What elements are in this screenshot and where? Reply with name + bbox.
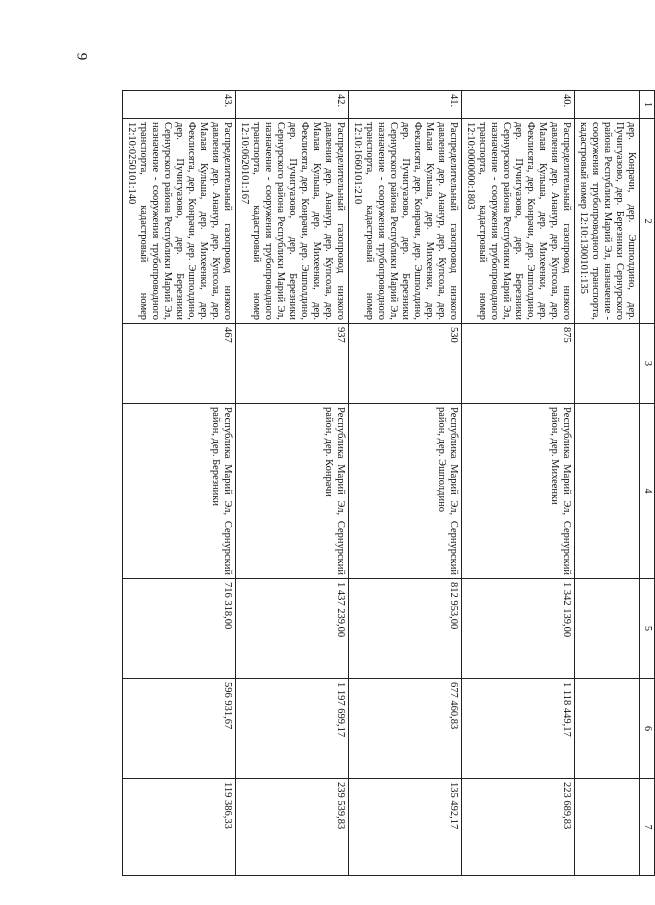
- header-col-5: 5: [640, 579, 655, 679]
- row-cost: 1 437 239,00: [236, 579, 349, 679]
- page-number: 9: [73, 52, 90, 61]
- row-location: Республика Марий Эл, Сернурский район, дер. Михеенки: [462, 404, 575, 579]
- row-depreciation: 596 931,67: [123, 679, 236, 779]
- row-location: Республика Марий Эл, Сернурский район, дер. Конрачи: [236, 404, 349, 579]
- table-row-continuation: [575, 91, 640, 876]
- row-number: 42.: [236, 91, 349, 119]
- row-location: Республика Марий Эл, Сернурский район, дер. Эшполдино: [349, 404, 462, 579]
- table-row: [123, 91, 236, 876]
- row-description: Распределительный газопровод низкого давления дер. Ананур, дер. Купсола, дер. Малая Кульша, дер. Михеенки, дер. Феклисята, дер. Конрачи, дер. Эшполдино, дер. Пучигуазово, дер. Березники Сернурского района Республики Марий Эл, назначение - сооружения трубопроводного транспорта, кадастровый номер 12:10:1660101:210: [349, 119, 462, 324]
- table-row: [349, 91, 462, 876]
- row-number: 43.: [123, 91, 236, 119]
- row-length: 467: [123, 324, 236, 404]
- table-row: [462, 91, 575, 876]
- header-row: [640, 91, 655, 876]
- row-depreciation: 1 197 699,17: [236, 679, 349, 779]
- table-row: [236, 91, 349, 876]
- row-description: дер. Конрачи, дер. Эшполдино, дер. Пучигуазово, дер. Березники Сернурского района Республики Марий Эл, назначение - сооружения трубопроводного транспорта, кадастровый номер 12:10:1300101:135: [575, 119, 640, 324]
- row-length: 937: [236, 324, 349, 404]
- row-cost: 1 342 139,00: [462, 579, 575, 679]
- row-depreciation: [575, 679, 640, 779]
- row-depreciation: 1 118 449,17: [462, 679, 575, 779]
- row-length: 875: [462, 324, 575, 404]
- row-residual: [575, 779, 640, 876]
- header-col-4: 4: [640, 404, 655, 579]
- row-residual: 223 689,83: [462, 779, 575, 876]
- row-number: 40.: [462, 91, 575, 119]
- row-description: Распределительный газопровод низкого давления дер. Ананур, дер. Купсола, дер. Малая Кульша, дер. Михеенки, дер. Феклисята, дер. Конрачи, дер. Эшполдино, дер. Пучигуазово, дер. Березники Сернурского района Республики Марий Эл, назначение - сооружения трубопроводного транспорта, кадастровый номер 12:10:0620101:167: [236, 119, 349, 324]
- row-description: Распределительный газопровод низкого давления дер. Ананур, дер. Купсола, дер. Малая Кульша, дер. Михеенки, дер. Феклисята, дер. Конрачи, дер. Эшполдино, дер. Пучигуазово, дер. Березники Сернурского района Республики Марий Эл, назначение - сооружения трубопроводного транспорта, кадастровый номер 12:10:0000000:1803: [462, 119, 575, 324]
- row-cost: 716 318,00: [123, 579, 236, 679]
- row-number: 41.: [349, 91, 462, 119]
- rotated-table-container: [115, 90, 655, 875]
- header-col-1: 1: [640, 91, 655, 119]
- row-length: [575, 324, 640, 404]
- header-col-2: 2: [640, 119, 655, 324]
- property-table: [122, 90, 655, 876]
- header-col-6: 6: [640, 679, 655, 779]
- row-number: [575, 91, 640, 119]
- row-location: [575, 404, 640, 579]
- row-residual: 135 492,17: [349, 779, 462, 876]
- row-location: Республика Марий Эл, Сернурский район, дер. Березники: [123, 404, 236, 579]
- row-cost: [575, 579, 640, 679]
- row-cost: 812 953,00: [349, 579, 462, 679]
- row-description: Распределительный газопровод низкого давления дер. Ананур, дер. Купсола, дер. Малая Кульша, дер. Михеенки, дер. Феклисята, дер. Конрачи, дер. Эшполдино, дер. Пучигуазово, дер. Березники Сернурского района Республики Марий Эл, назначение - сооружения трубопроводного транспорта, кадастровый номер 12:10:0250101:140: [123, 119, 236, 324]
- row-length: 530: [349, 324, 462, 404]
- header-col-3: 3: [640, 324, 655, 404]
- header-col-7: 7: [640, 779, 655, 876]
- row-depreciation: 677 460,83: [349, 679, 462, 779]
- row-residual: 119 386,33: [123, 779, 236, 876]
- row-residual: 239 539,83: [236, 779, 349, 876]
